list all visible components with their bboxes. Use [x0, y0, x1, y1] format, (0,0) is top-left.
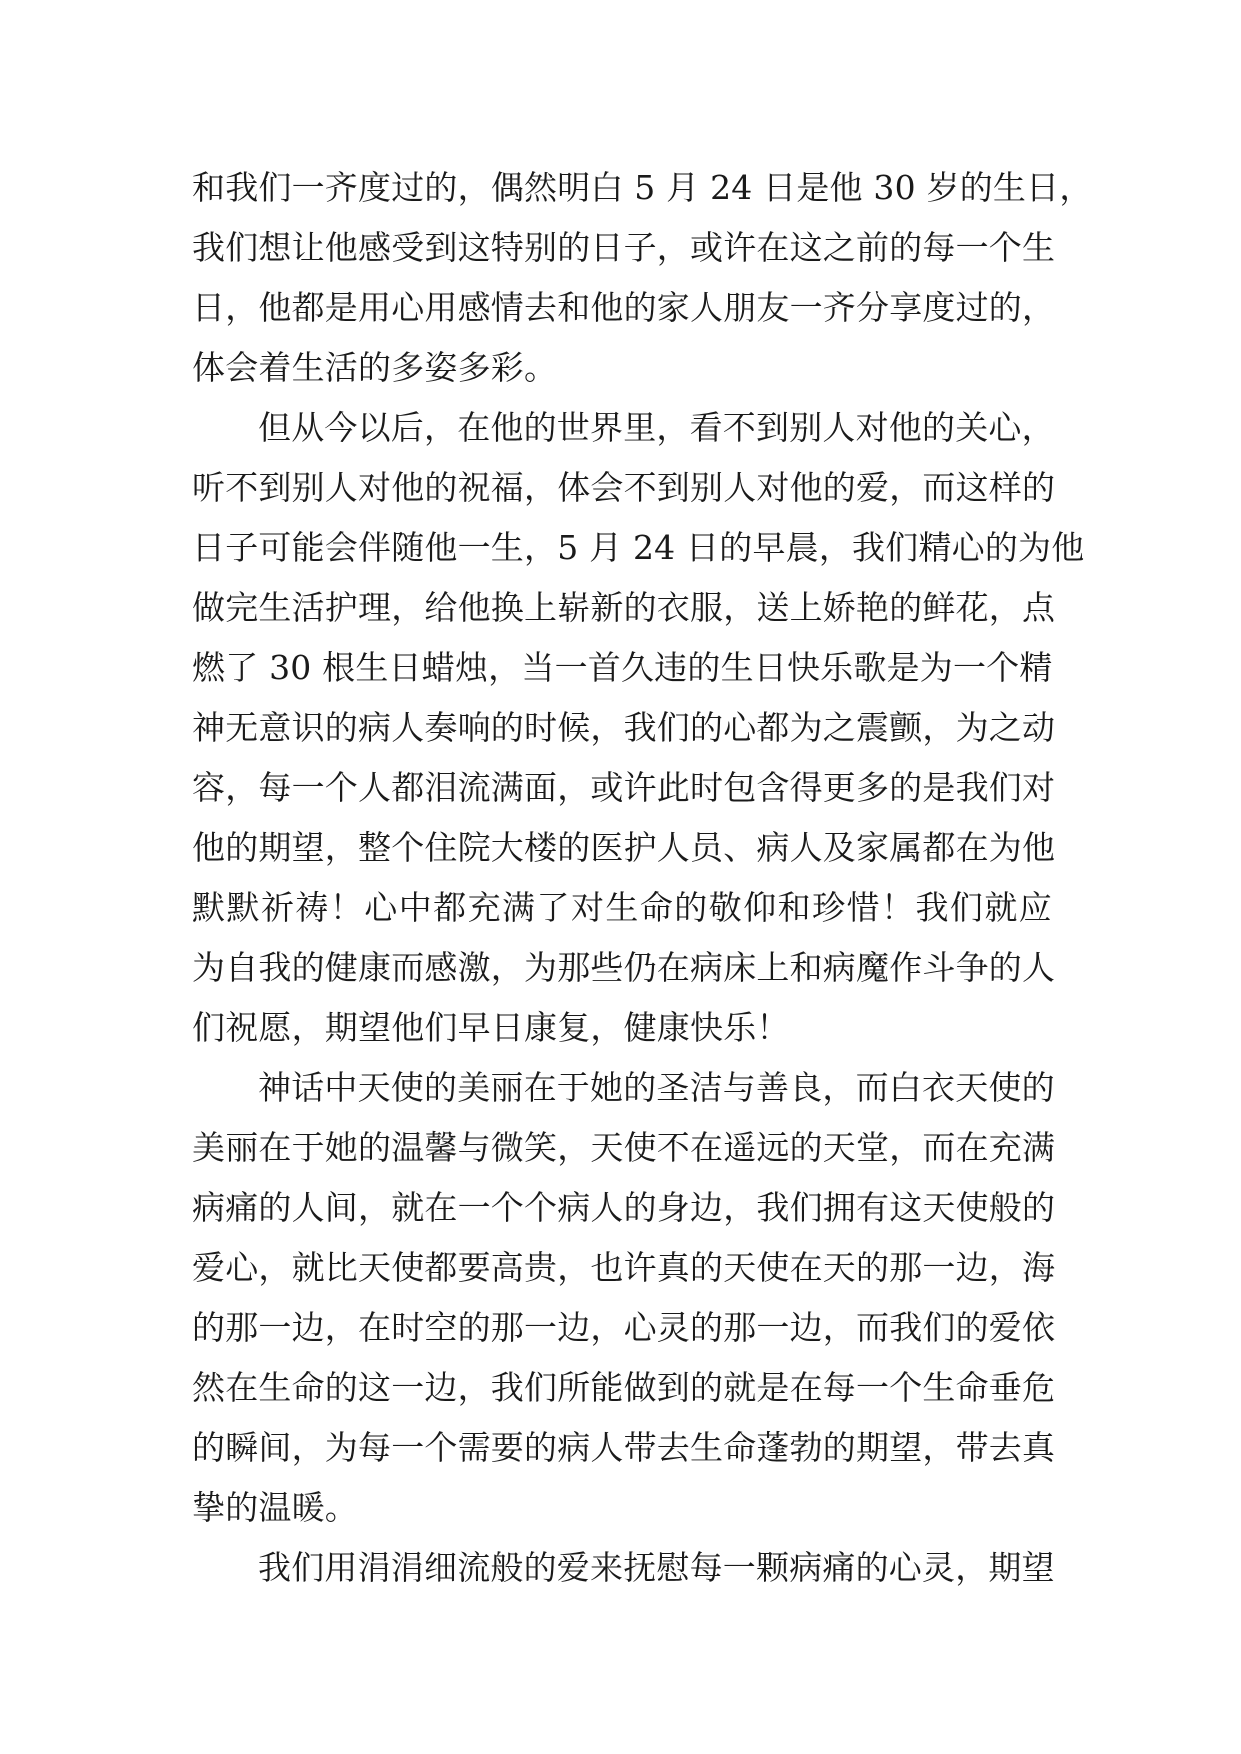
text-line: 做完生活护理，给他换上崭新的衣服，送上娇艳的鲜花，点 [192, 588, 1056, 627]
text-line: 病痛的人间，就在一个个病人的身边，我们拥有这天使般的 [192, 1188, 1056, 1227]
text-line: 他的期望，整个住院大楼的医护人员、病人及家属都在为他 [192, 828, 1056, 867]
text-line: 体会着生活的多姿多彩。 [192, 348, 558, 387]
text-line: 燃了 30 根生日蜡烛，当一首久违的生日快乐歌是为一个精 [192, 648, 1053, 687]
text-line: 容，每一个人都泪流满面，或许此时包含得更多的是我们对 [192, 768, 1056, 807]
text-line: 爱心，就比天使都要高贵，也许真的天使在天的那一边，海 [192, 1248, 1056, 1287]
paragraph [192, 398, 1085, 1058]
text-line: 日，他都是用心用感情去和他的家人朋友一齐分享度过的， [192, 288, 1056, 327]
text-line: 挚的温暖。 [192, 1488, 358, 1527]
text-line: 但从今以后，在他的世界里，看不到别人对他的关心， [258, 408, 1055, 447]
text-line: 日子可能会伴随他一生，5 月 24 日的早晨，我们精心的为他 [192, 528, 1085, 567]
text-line: 然在生命的这一边，我们所能做到的就是在每一个生命垂危 [192, 1368, 1056, 1407]
text-line: 听不到别人对他的祝福，体会不到别人对他的爱，而这样的 [192, 468, 1056, 507]
text-line: 的那一边，在时空的那一边，心灵的那一边，而我们的爱依 [192, 1308, 1056, 1347]
text-line: 我们想让他感受到这特别的日子，或许在这之前的每一个生 [192, 228, 1056, 267]
text-line: 神话中天使的美丽在于她的圣洁与善良，而白衣天使的 [258, 1068, 1055, 1107]
text-line: 我们用涓涓细流般的爱来抚慰每一颗病痛的心灵，期望 [258, 1548, 1055, 1587]
text-line: 默默祈祷！心中都充满了对生命的敬仰和珍惜！我们就应 [192, 888, 1052, 927]
text-line: 美丽在于她的温馨与微笑，天使不在遥远的天堂，而在充满 [192, 1128, 1056, 1167]
text-line: 和我们一齐度过的，偶然明白 5 月 24 日是他 30 岁的生日， [192, 168, 1093, 207]
text-line: 的瞬间，为每一个需要的病人带去生命蓬勃的期望，带去真 [192, 1428, 1056, 1467]
paragraph [192, 1538, 1055, 1598]
paragraph [192, 1058, 1056, 1538]
text-line: 神无意识的病人奏响的时候，我们的心都为之震颤，为之动 [192, 708, 1056, 747]
paragraph [192, 158, 1093, 398]
document-body [192, 158, 1093, 1598]
text-line: 们祝愿，期望他们早日康复，健康快乐！ [192, 1008, 790, 1047]
text-line: 为自我的健康而感激，为那些仍在病床上和病魔作斗争的人 [192, 948, 1056, 987]
